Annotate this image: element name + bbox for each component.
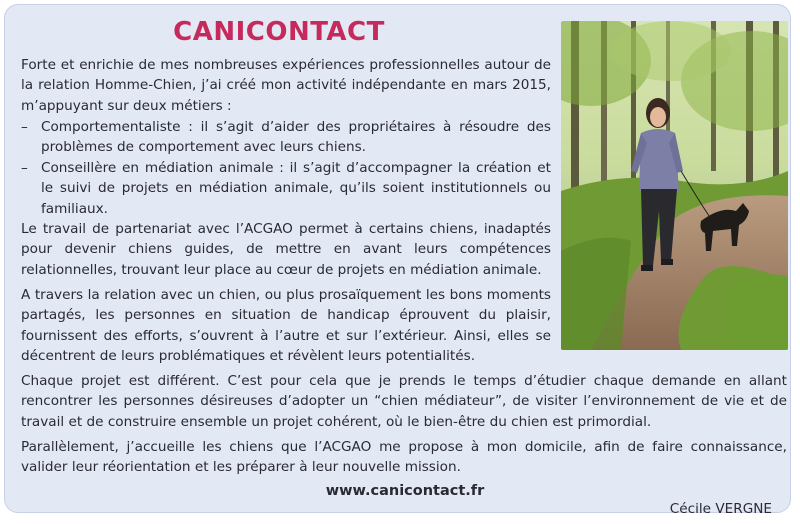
article-card — [4, 4, 791, 517]
welcome-paragraph: Parallèlement, j’accueille les chiens que l’ACGAO me propose à mon domicile, afin de faire connaissance, valider leur réorientation et les préparer à leur nouvelle mission. — [21, 439, 787, 476]
list-item — [21, 158, 551, 219]
list-dash: – — [21, 119, 28, 135]
partnership-paragraph: Le travail de partenariat avec l’ACGAO permet à certains chiens, inadaptés pour devenir chiens guides, de mettre en avant leurs compétences relationnelles, trouvant leur place au cœur de projets en médiation animale. — [21, 221, 551, 278]
author-signature: Cécile VERGNE — [669, 501, 772, 517]
website-link[interactable]: www.canicontact.fr — [325, 483, 485, 499]
projects-paragraph: Chaque projet est différent. C’est pour cela que je prends le temps d’étudier chaque demande en allant rencontrer les personnes désireuses d’adopter un “chien médiateur”, de visiter l’environnement de vie et de travail et de construire ensemble un projet cohérent, où le bien-être du chien est primordial. — [21, 373, 787, 430]
list-item-text: Comportementaliste : il s’agit d’aider des propriétaires à résoudre des problèmes de comportement avec leurs chiens. — [41, 119, 551, 156]
job-list — [21, 117, 551, 219]
list-dash: – — [21, 159, 28, 176]
list-item-text: Conseillère en médiation animale : il s’agit d’accompagner la création et le suivi de projets en médiation animale, qu’ils soient institutionnels ou familiaux. — [41, 159, 551, 217]
relation-paragraph: A travers la relation avec un chien, ou plus prosaïquement les bons moments partagés, les personnes en situation de handicap éprouvent du plaisir, fournissent des efforts, s’ouvrent à l’autre et sur l’extérieur. Ainsi, elles se décentrent de leurs problématiques et révèlent leurs potentialités. — [21, 287, 551, 365]
list-item — [21, 117, 551, 158]
woman-walking-dog-photo — [561, 21, 788, 350]
article-title: CANICONTACT — [173, 17, 385, 47]
intro-paragraph: Forte et enrichie de mes nombreuses expériences professionnelles autour de la relation Homme-Chien, j’ai créé mon activité indépendante en mars 2015, m’appuyant sur deux métiers : — [21, 57, 551, 114]
